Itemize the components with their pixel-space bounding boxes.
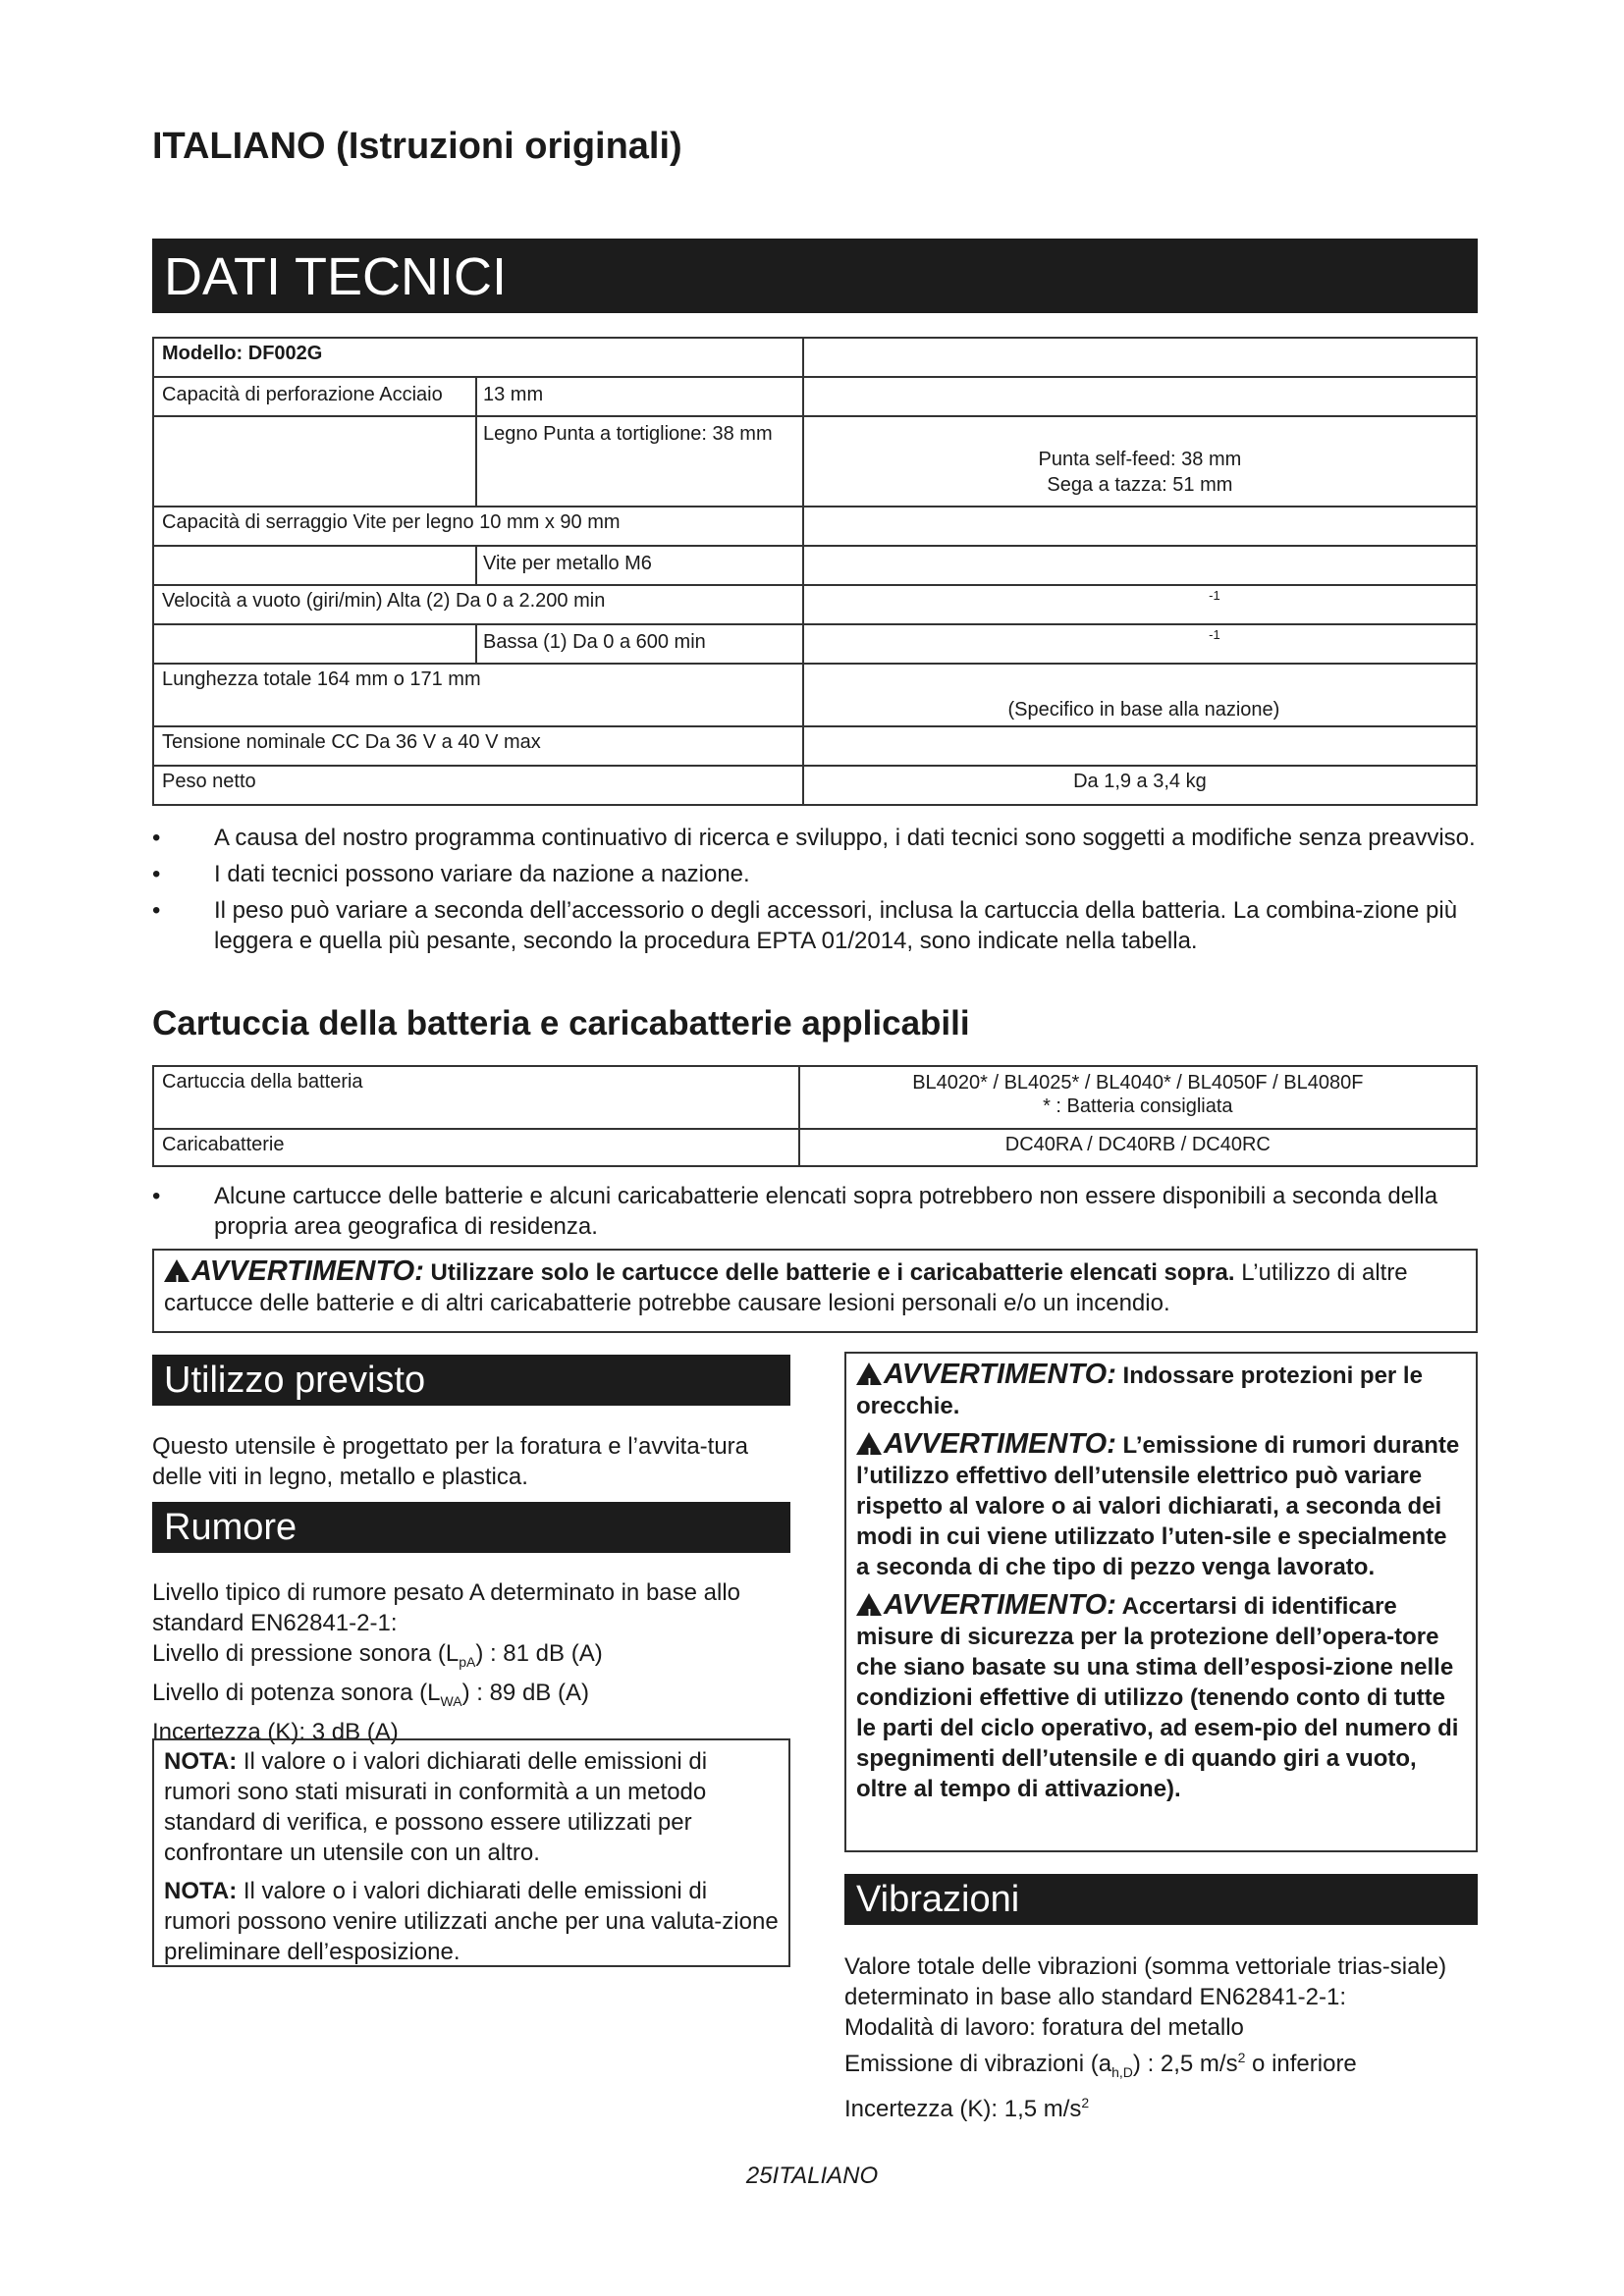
self-feed-value: Punta self-feed: 38 mm: [1038, 449, 1242, 470]
noise-intro: Livello tipico di rumore pesato A determinato in base allo standard EN62841-2-1:: [152, 1579, 741, 1636]
vibration-mode: Modalità di lavoro: foratura del metallo: [844, 2014, 1244, 2041]
warning-triangle-icon: !: [856, 1432, 882, 1455]
battery-models: BL4020* / BL4025* / BL4040* / BL4050F / BL4080F: [912, 1072, 1364, 1094]
specs-title-banner: [152, 239, 1478, 313]
table-row: [153, 585, 1477, 624]
warning-ear: ! AVVERTIMENTO: Indossare protezioni per le orecchie.: [856, 1359, 1423, 1419]
weight-label-cell: Peso netto: [153, 766, 803, 805]
length-note-cell: [803, 664, 1477, 726]
battery-label-cell: Cartuccia della batteria: [153, 1066, 799, 1129]
vibration-banner: [844, 1874, 1478, 1925]
noise-uncertainty: Incertezza (K): 3 dB (A): [152, 1718, 399, 1745]
speed-low-sup: -1: [1209, 627, 1220, 642]
page-footer: 25ITALIANO: [745, 2163, 879, 2189]
specs-notes: [152, 823, 1478, 962]
battery-section-title: Cartuccia della batteria e caricabatterie applicabili: [152, 1004, 970, 1042]
list-item: • Il peso può variare a seconda dell’accessorio o degli accessori, inclusa la cartuccia della batteria. La combina-zione più leggera e quella più pesante, secondo la procedura EPTA 01/2014, sono indicate nella tabella.: [152, 897, 1458, 954]
intended-use-banner: [152, 1355, 790, 1406]
voltage-cell: Tensione nominale CC Da 36 V a 40 V max: [153, 726, 803, 766]
drill-cap-label: Capacità di perforazione Acciaio: [154, 378, 477, 415]
speed-low-cell: [153, 624, 803, 664]
battery-warning-text: L’utilizzo di altre cartucce delle batterie e di altri caricabatterie potrebbe causare lesioni personali e/o un incendio.: [164, 1259, 1408, 1316]
table-row: [153, 1066, 1477, 1129]
warning-triangle-icon: !: [856, 1362, 882, 1385]
fasten-value-cell: [803, 507, 1477, 546]
charger-value-cell: DC40RA / DC40RB / DC40RC: [799, 1129, 1477, 1166]
table-row: [153, 377, 1477, 416]
warning-triangle-icon: !: [164, 1259, 189, 1282]
specs-table: [152, 337, 1478, 806]
noise-banner: [152, 1502, 790, 1553]
specs-title: DATI TECNICI: [164, 247, 508, 306]
model-cell: Modello: DF002G: [153, 338, 803, 377]
intended-use-title: Utilizzo previsto: [164, 1360, 426, 1401]
metal-screw-label: Vite per metallo M6: [483, 553, 652, 574]
speed-low-value-cell: [803, 624, 1477, 664]
noise-pressure: Livello di pressione sonora $(L_{pA})$ : 81 dB (A): [152, 1640, 603, 1670]
fasten-cell: Capacità di serraggio Vite per legno 10 mm x 90 mm: [153, 507, 803, 546]
wood-cell: [153, 416, 803, 507]
noise-title: Rumore: [164, 1507, 298, 1548]
vibration-uncertainty: Incertezza (K): 1,5 $m/s^2$: [844, 2094, 1090, 2122]
vibration-intro: Valore totale delle vibrazioni (somma vettoriale trias-siale) determinato in base allo standard EN62841-2-1:: [844, 1953, 1447, 2010]
table-row: [153, 664, 1477, 726]
wood-label: Legno Punta a tortiglione: 38 mm: [483, 423, 773, 445]
drill-cap-steel: 13 mm: [483, 384, 544, 405]
drill-cap-cell: [153, 377, 803, 416]
nota-1: NOTA: Il valore o i valori dichiarati delle emissioni di rumori sono stati misurati in conformità a un metodo standard di verifica, e possono essere utilizzati per confrontare un utensile con un altro.: [164, 1748, 708, 1866]
noise-values: [152, 1577, 781, 1747]
speed-high-value-cell: [803, 585, 1477, 624]
battery-warning-bold: Utilizzare solo le cartucce delle batterie e i caricabatterie elencati sopra.: [430, 1259, 1235, 1286]
list-item: • I dati tecnici possono variare da nazione a nazione.: [152, 861, 750, 887]
vibration-emission: Emissione di vibrazioni $(a_{h,D})$ : 2,5 $m/s^2$ o inferiore: [844, 2050, 1357, 2080]
table-row: [153, 416, 1477, 507]
table-row: [153, 624, 1477, 664]
wood-values-cell: [803, 416, 1477, 507]
speed-low-label: Bassa (1) Da 0 a 600 min: [483, 631, 706, 653]
nota-2: NOTA: Il valore o i valori dichiarati delle emissioni di rumori possono venire utilizzati anche per una valuta-zione preliminare dell’esposizione.: [164, 1878, 779, 1965]
table-row: [153, 766, 1477, 805]
speed-high-sup: -1: [1209, 588, 1220, 603]
battery-recommended-note: * : Batteria consigliata: [1043, 1095, 1233, 1117]
length-note: (Specifico in base alla nazione): [1007, 699, 1280, 721]
warning-safety: ! AVVERTIMENTO: Accertarsi di identificare misure di sicurezza per la protezione dell’opera-tore che siano basate su una stima dell’esposi-zione nelle condizioni effettive di utilizzo (tenendo conto di tutte le parti del ciclo operativo, ad esem-pio del numero di spegnimenti dell’utensile e di quando giri a vuoto, oltre al tempo di attivazione).: [856, 1589, 1459, 1802]
battery-notes: [152, 1181, 1478, 1248]
table-row: [153, 338, 1477, 377]
speed-cell: Velocità a vuoto (giri/min) Alta (2) Da 0 a 2.200 min: [153, 585, 803, 624]
intended-use-text: Questo utensile è progettato per la foratura e l’avvita-tura delle viti in legno, metallo e plastica.: [152, 1433, 749, 1490]
vibration-title: Vibrazioni: [856, 1879, 1020, 1920]
noise-warnings-box: [844, 1352, 1478, 1852]
battery-value-cell: [799, 1066, 1477, 1129]
length-cell: Lunghezza totale 164 mm o 171 mm: [153, 664, 803, 726]
list-item: • A causa del nostro programma continuativo di ricerca e sviluppo, i dati tecnici sono soggetti a modifiche senza preavviso.: [152, 825, 1476, 851]
table-row: [153, 1129, 1477, 1166]
metal-screw-cell: [153, 546, 803, 585]
hole-saw-value: Sega a tazza: 51 mm: [1047, 474, 1233, 496]
model-value-cell: [803, 338, 1477, 377]
battery-table: [152, 1065, 1478, 1167]
charger-label-cell: Caricabatterie: [153, 1129, 799, 1166]
list-item: • Alcune cartucce delle batterie e alcuni caricabatterie elencati sopra potrebbero non essere disponibili a seconda della propria area geografica di residenza.: [152, 1183, 1438, 1240]
table-row: [153, 546, 1477, 585]
metal-screw-value-cell: [803, 546, 1477, 585]
language-title: ITALIANO (Istruzioni originali): [152, 126, 682, 167]
weight-value-cell: Da 1,9 a 3,4 kg: [803, 766, 1477, 805]
noise-power: Livello di potenza sonora $(L_{WA})$ : 89 dB (A): [152, 1679, 589, 1709]
vibration-values: [844, 1951, 1478, 2124]
voltage-value-cell: [803, 726, 1477, 766]
drill-cap-value-cell: [803, 377, 1477, 416]
table-row: [153, 726, 1477, 766]
battery-warning-box: ! AVVERTIMENTO: Utilizzare solo le cartucce delle batterie e i caricabatterie elencati sopra. L’utilizzo di altre cartucce delle batterie e di altri caricabatterie potrebbe causare lesioni personali e/o un incendio.: [152, 1249, 1478, 1333]
noise-notes-box: [152, 1738, 790, 1967]
warning-emission: ! AVVERTIMENTO: L’emissione di rumori durante l’utilizzo effettivo dell’utensile elettrico può variare rispetto al valore o ai valori dichiarati, a seconda dei modi in cui viene utilizzato l’uten-sile e specialmente a seconda di che tipo di pezzo venga lavorato.: [856, 1428, 1460, 1580]
table-row: [153, 507, 1477, 546]
warning-triangle-icon: !: [856, 1593, 882, 1616]
